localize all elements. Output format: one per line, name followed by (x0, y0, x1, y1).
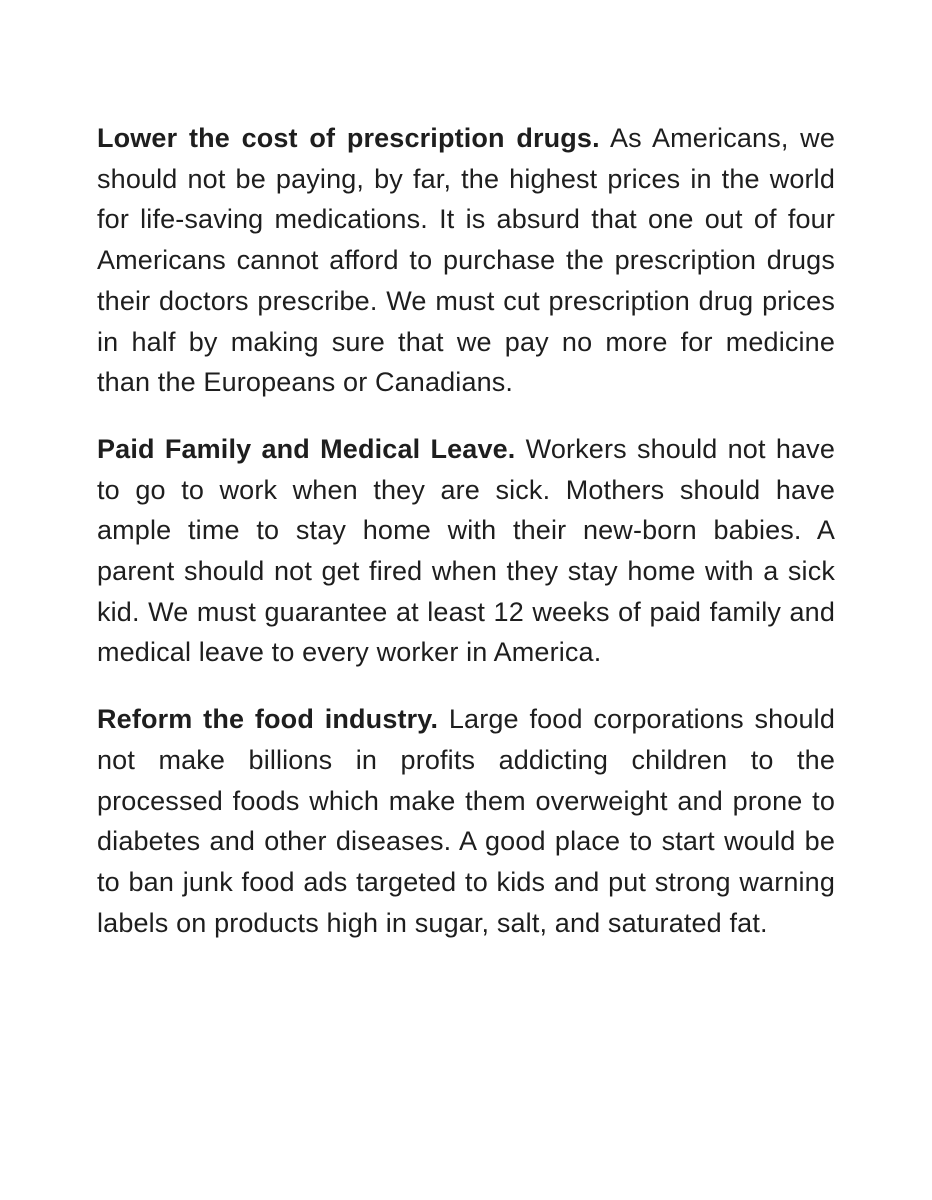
paragraph-prescription-drugs (97, 118, 835, 403)
paragraph-paid-leave (97, 429, 835, 673)
paragraph-heading: Lower the cost of prescription drugs. (97, 123, 600, 153)
paragraph-body: As Americans, we should not be paying, by far, the highest prices in the world for life-saving medications. It is absurd that one out of four Americans cannot afford to purchase the prescription drugs their doctors prescribe. We must cut prescription drug prices in half by making sure that we pay no more for medicine than the Europeans or Canadians. (97, 123, 835, 398)
paragraph-body: Large food corporations should not make billions in profits addicting children to the processed foods which make them overweight and prone to diabetes and other diseases. A good place to start would be to ban junk food ads targeted to kids and put strong warning labels on products high in sugar, salt, and saturated fat. (97, 704, 835, 938)
paragraph-body: Workers should not have to go to work when they are sick. Mothers should have ample time to stay home with their new-born babies. A parent should not get fired when they stay home with a sick kid. We must guarantee at least 12 weeks of paid family and medical leave to every worker in America. (97, 433, 835, 668)
paragraph-heading: Paid Family and Medical Leave. (97, 433, 516, 464)
paragraph-food-industry (97, 699, 835, 943)
document-page (97, 118, 835, 969)
paragraph-heading: Reform the food industry. (97, 704, 439, 735)
